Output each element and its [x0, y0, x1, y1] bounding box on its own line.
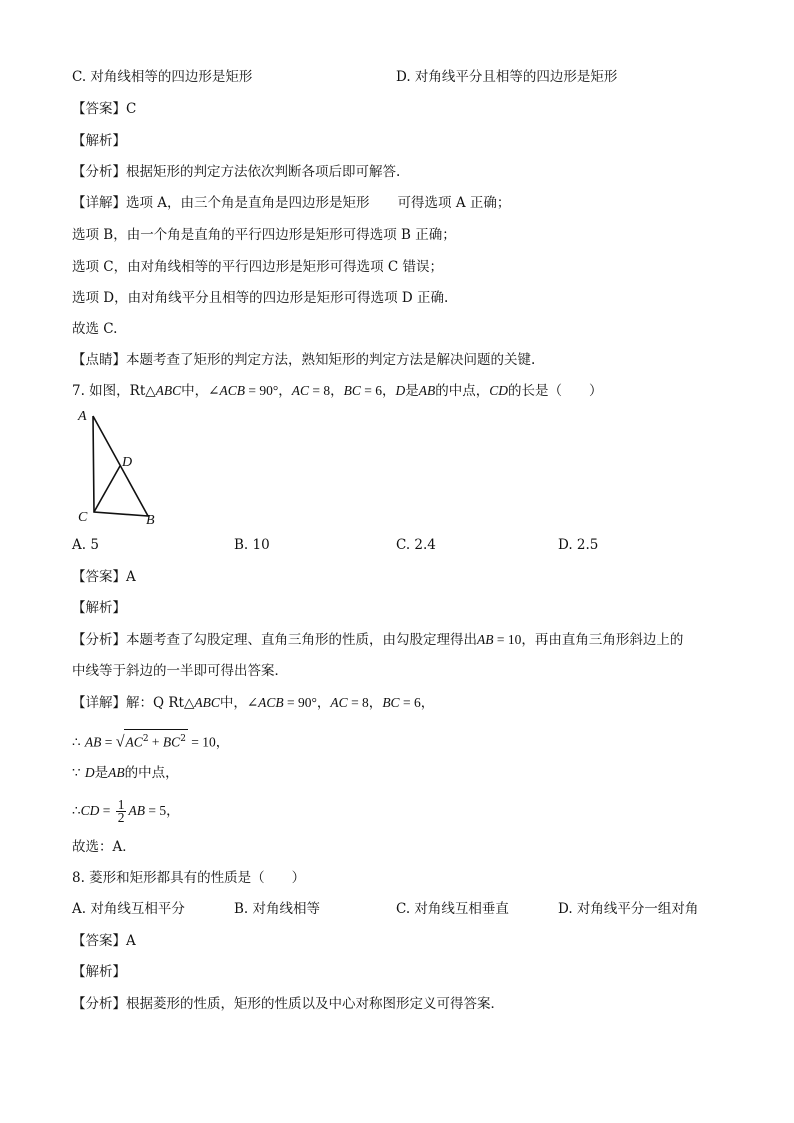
label-d: D	[122, 455, 133, 470]
q7-fenxi-line1: 【分析】本题考查了勾股定理、直角三角形的性质，由勾股定理得出AB = 10，再由直角三角形斜边上的	[72, 632, 684, 648]
q6-option-c: C. 对角线相等的四边形是矩形	[72, 69, 253, 85]
q6-dianjing: 【点睛】本题考查了矩形的判定方法，熟知矩形的判定方法是解决问题的关键.	[72, 352, 536, 368]
q6-choose: 故选 C.	[72, 321, 118, 337]
q7-answer: 【答案】A	[72, 569, 136, 585]
q7-option-d: D. 2.5	[558, 537, 599, 553]
label-b: B	[146, 513, 155, 528]
q7-xiangjie-line3: ∵ D是AB的中点，	[72, 765, 179, 781]
q7-xiangjie-line2: ∴ AB = $√AC^2 + BC^2 = 10$，	[72, 729, 229, 752]
q8-stem: 8. 菱形和矩形都具有的性质是（ ）	[72, 870, 306, 886]
q6-answer: 【答案】C	[72, 101, 137, 117]
q7-option-b: B. 10	[234, 537, 270, 553]
q7-option-a: A. 5	[72, 537, 99, 553]
label-c: C	[78, 510, 88, 525]
q8-option-a: A. 对角线互相平分	[72, 901, 185, 917]
q8-fenxi: 【分析】根据菱形的性质，矩形的性质以及中心对称图形定义可得答案．	[72, 996, 504, 1012]
q8-option-c: C. 对角线互相垂直	[396, 901, 509, 917]
q7-option-c: C. 2.4	[396, 537, 436, 553]
q6-line-b: 选项 B，由一个角是直角的平行四边形是矩形可得选项 B 正确；	[72, 227, 456, 243]
q7-stem: 7. 如图，Rt△ABC中，∠ACB = 90°，AC = 8，BC = 6，D是AB的中点，CD的长是（ ）	[72, 383, 603, 399]
q6-analysis-heading: 【解析】	[72, 133, 126, 149]
q6-fenxi: 【分析】根据矩形的判定方法依次判断各项后即可解答.	[72, 164, 401, 180]
q8-option-d: D. 对角线平分一组对角	[558, 901, 699, 917]
q8-analysis-heading: 【解析】	[72, 964, 126, 980]
triangle-figure	[72, 404, 172, 530]
q7-xiangjie-line4: ∴CD = $\frac{1}{2}$ AB = 5，	[72, 797, 180, 825]
q6-line-d: 选项 D，由对角线平分且相等的四边形是矩形可得选项 D 正确.	[72, 290, 449, 306]
q7-choose: 故选：A．	[72, 839, 136, 855]
q7-fenxi-line2: 中线等于斜边的一半即可得出答案．	[72, 663, 288, 679]
q7-xiangjie-line1: 【详解】解：Q Rt△ABC中，∠ACB = 90°，AC = 8，BC = 6，	[72, 695, 435, 711]
q8-option-b: B. 对角线相等	[234, 901, 321, 917]
q6-option-d: D. 对角线平分且相等的四边形是矩形	[396, 69, 618, 85]
q8-answer: 【答案】A	[72, 933, 136, 949]
label-a: A	[78, 409, 87, 424]
q7-analysis-heading: 【解析】	[72, 600, 126, 616]
triangle-outline	[93, 416, 148, 516]
fraction-one-half: $\frac{1}{2}$	[117, 797, 125, 825]
median-cd	[94, 466, 120, 512]
q6-xiangjie: 【详解】选项 A，由三个角是直角是四边形是矩形 可得选项 A 正确；	[72, 195, 511, 211]
q6-line-c: 选项 C，由对角线相等的平行四边形是矩形可得选项 C 错误；	[72, 259, 444, 275]
